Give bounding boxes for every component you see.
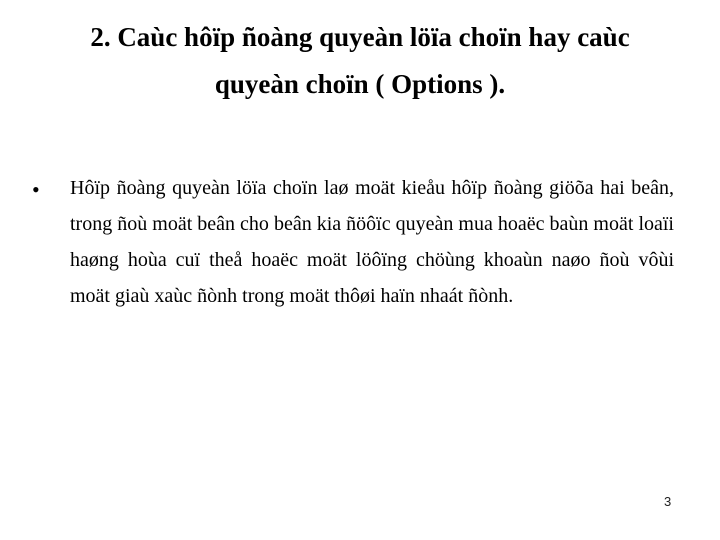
- slide-title: [40, 14, 680, 108]
- bullet-list: [32, 170, 674, 314]
- slide-title-line-2: quyeàn choïn ( Options ).: [214, 69, 506, 99]
- bullet-text: Hôïp ñoàng quyeàn löïa choïn laø moät kieåu hôïp ñoàng giöõa hai beân, trong ñoù moät beân cho beân kia ñöôïc quyeàn mua hoaëc baùn moät loaïi haøng hoùa cuï theå hoaëc moät löôïng chöùng khoaùn naøo ñoù vôùi moät giaù xaùc ñònh trong moät thôøi haïn nhaát ñònh.: [70, 177, 674, 307]
- bullet-dot-icon: •: [32, 177, 40, 202]
- page-number: 3: [664, 494, 672, 509]
- bullet-item: [32, 170, 674, 314]
- slide-title-line-1: 2. Caùc hôïp ñoàng quyeàn löïa choïn hay caùc: [90, 22, 630, 52]
